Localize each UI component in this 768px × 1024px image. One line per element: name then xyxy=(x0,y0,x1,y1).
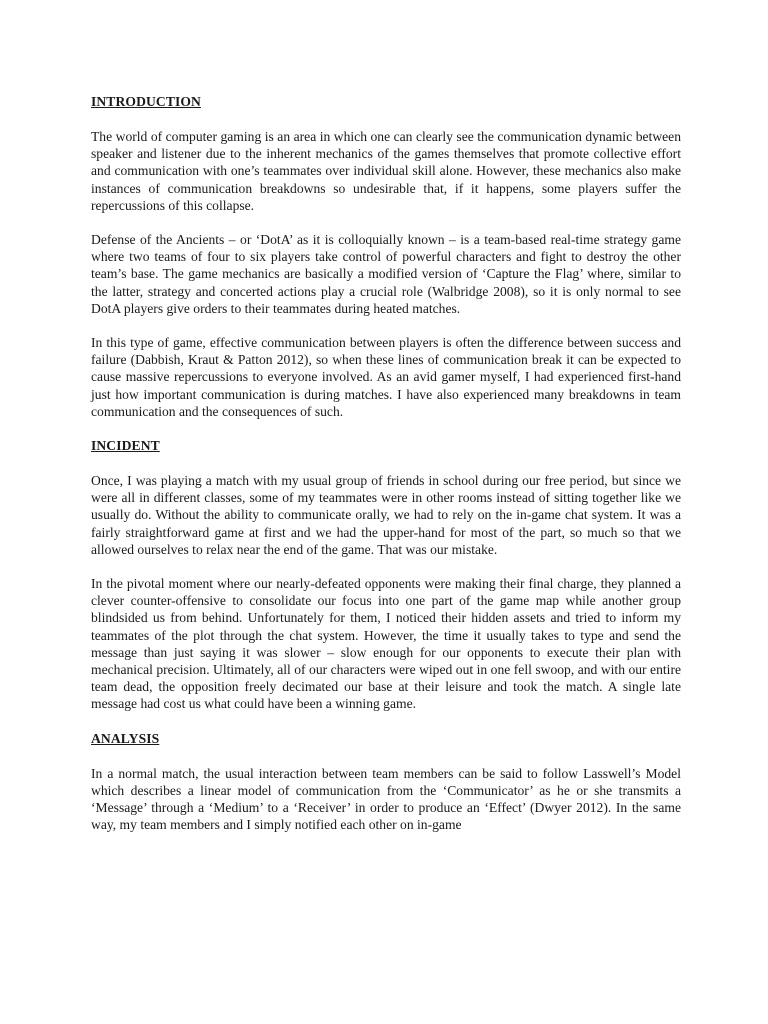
document-body xyxy=(91,93,681,851)
incident-paragraph-1: Once, I was playing a match with my usual group of friends in school during our free period, but since we were all in different classes, some of my teammates were in other rooms instead of sitting together like we usually do. Without the ability to communicate orally, we had to rely on the in-game chat system. It was a fairly straightforward game at first and we had the upper-hand for most of the part, so much so that we allowed ourselves to relax near the end of the game. That was our mistake. xyxy=(91,473,681,557)
analysis-paragraph-1: In a normal match, the usual interaction between team members can be said to follow Lasswell’s Model which describes a linear model of communication from the ‘Communicator’ as he or she transmits a ‘Message’ through a ‘Medium’ to a ‘Receiver’ in order to produce an ‘Effect’ (Dwyer 2012). In the same way, my team members and I simply notified each other on in-game xyxy=(91,765,681,833)
section-heading-introduction: INTRODUCTION xyxy=(91,94,201,109)
introduction-paragraph-1: The world of computer gaming is an area in which one can clearly see the communication dynamic between speaker and listener due to the inherent mechanics of the games themselves that promote collective effort and communication with one’s teammates over individual skill alone. However, these mechanics also make instances of communication breakdowns so undesirable that, if it happens, some players suffer the repercussions of this collapse. xyxy=(91,129,681,213)
section-heading-incident: INCIDENT xyxy=(91,438,160,454)
section-heading-analysis: ANALYSIS xyxy=(91,730,160,746)
incident-paragraph-2: In the pivotal moment where our nearly-defeated opponents were making their final charge, they planned a clever counter-offensive to consolidate our focus into one part of the game map while another group blindsided us from behind. Unfortunately for them, I noticed their hidden assets and tried to inform my teammates of the plot through the chat system. However, the time it usually takes to type and send the message than just saying it was slower – slow enough for our opponents to execute their plan with mechanical precision. Ultimately, all of our characters were wiped out in one fell swoop, and with our entire team dead, the opposition freely decimated our base at their leisure and took the match. A single late message had cost us what could have been a winning game. xyxy=(91,576,681,712)
introduction-paragraph-2: Defense of the Ancients – or ‘DotA’ as it is colloquially known – is a team-based real-time strategy game where two teams of four to six players take control of powerful characters and fight to destroy the other team’s base. The game mechanics are basically a modified version of ‘Capture the Flag’ where, similar to the latter, strategy and concerted actions play a crucial role (Walbridge 2008), so it is only normal to see DotA players give orders to their teammates during heated matches. xyxy=(91,232,681,316)
introduction-paragraph-3: In this type of game, effective communication between players is often the difference between success and failure (Dabbish, Kraut & Patton 2012), so when these lines of communication break it can be expected to cause massive repercussions to everyone involved. As an avid gamer myself, I had experienced first-hand just how important communication is during matches. I have also experienced many breakdowns in team communication and the consequences of such. xyxy=(91,335,681,419)
